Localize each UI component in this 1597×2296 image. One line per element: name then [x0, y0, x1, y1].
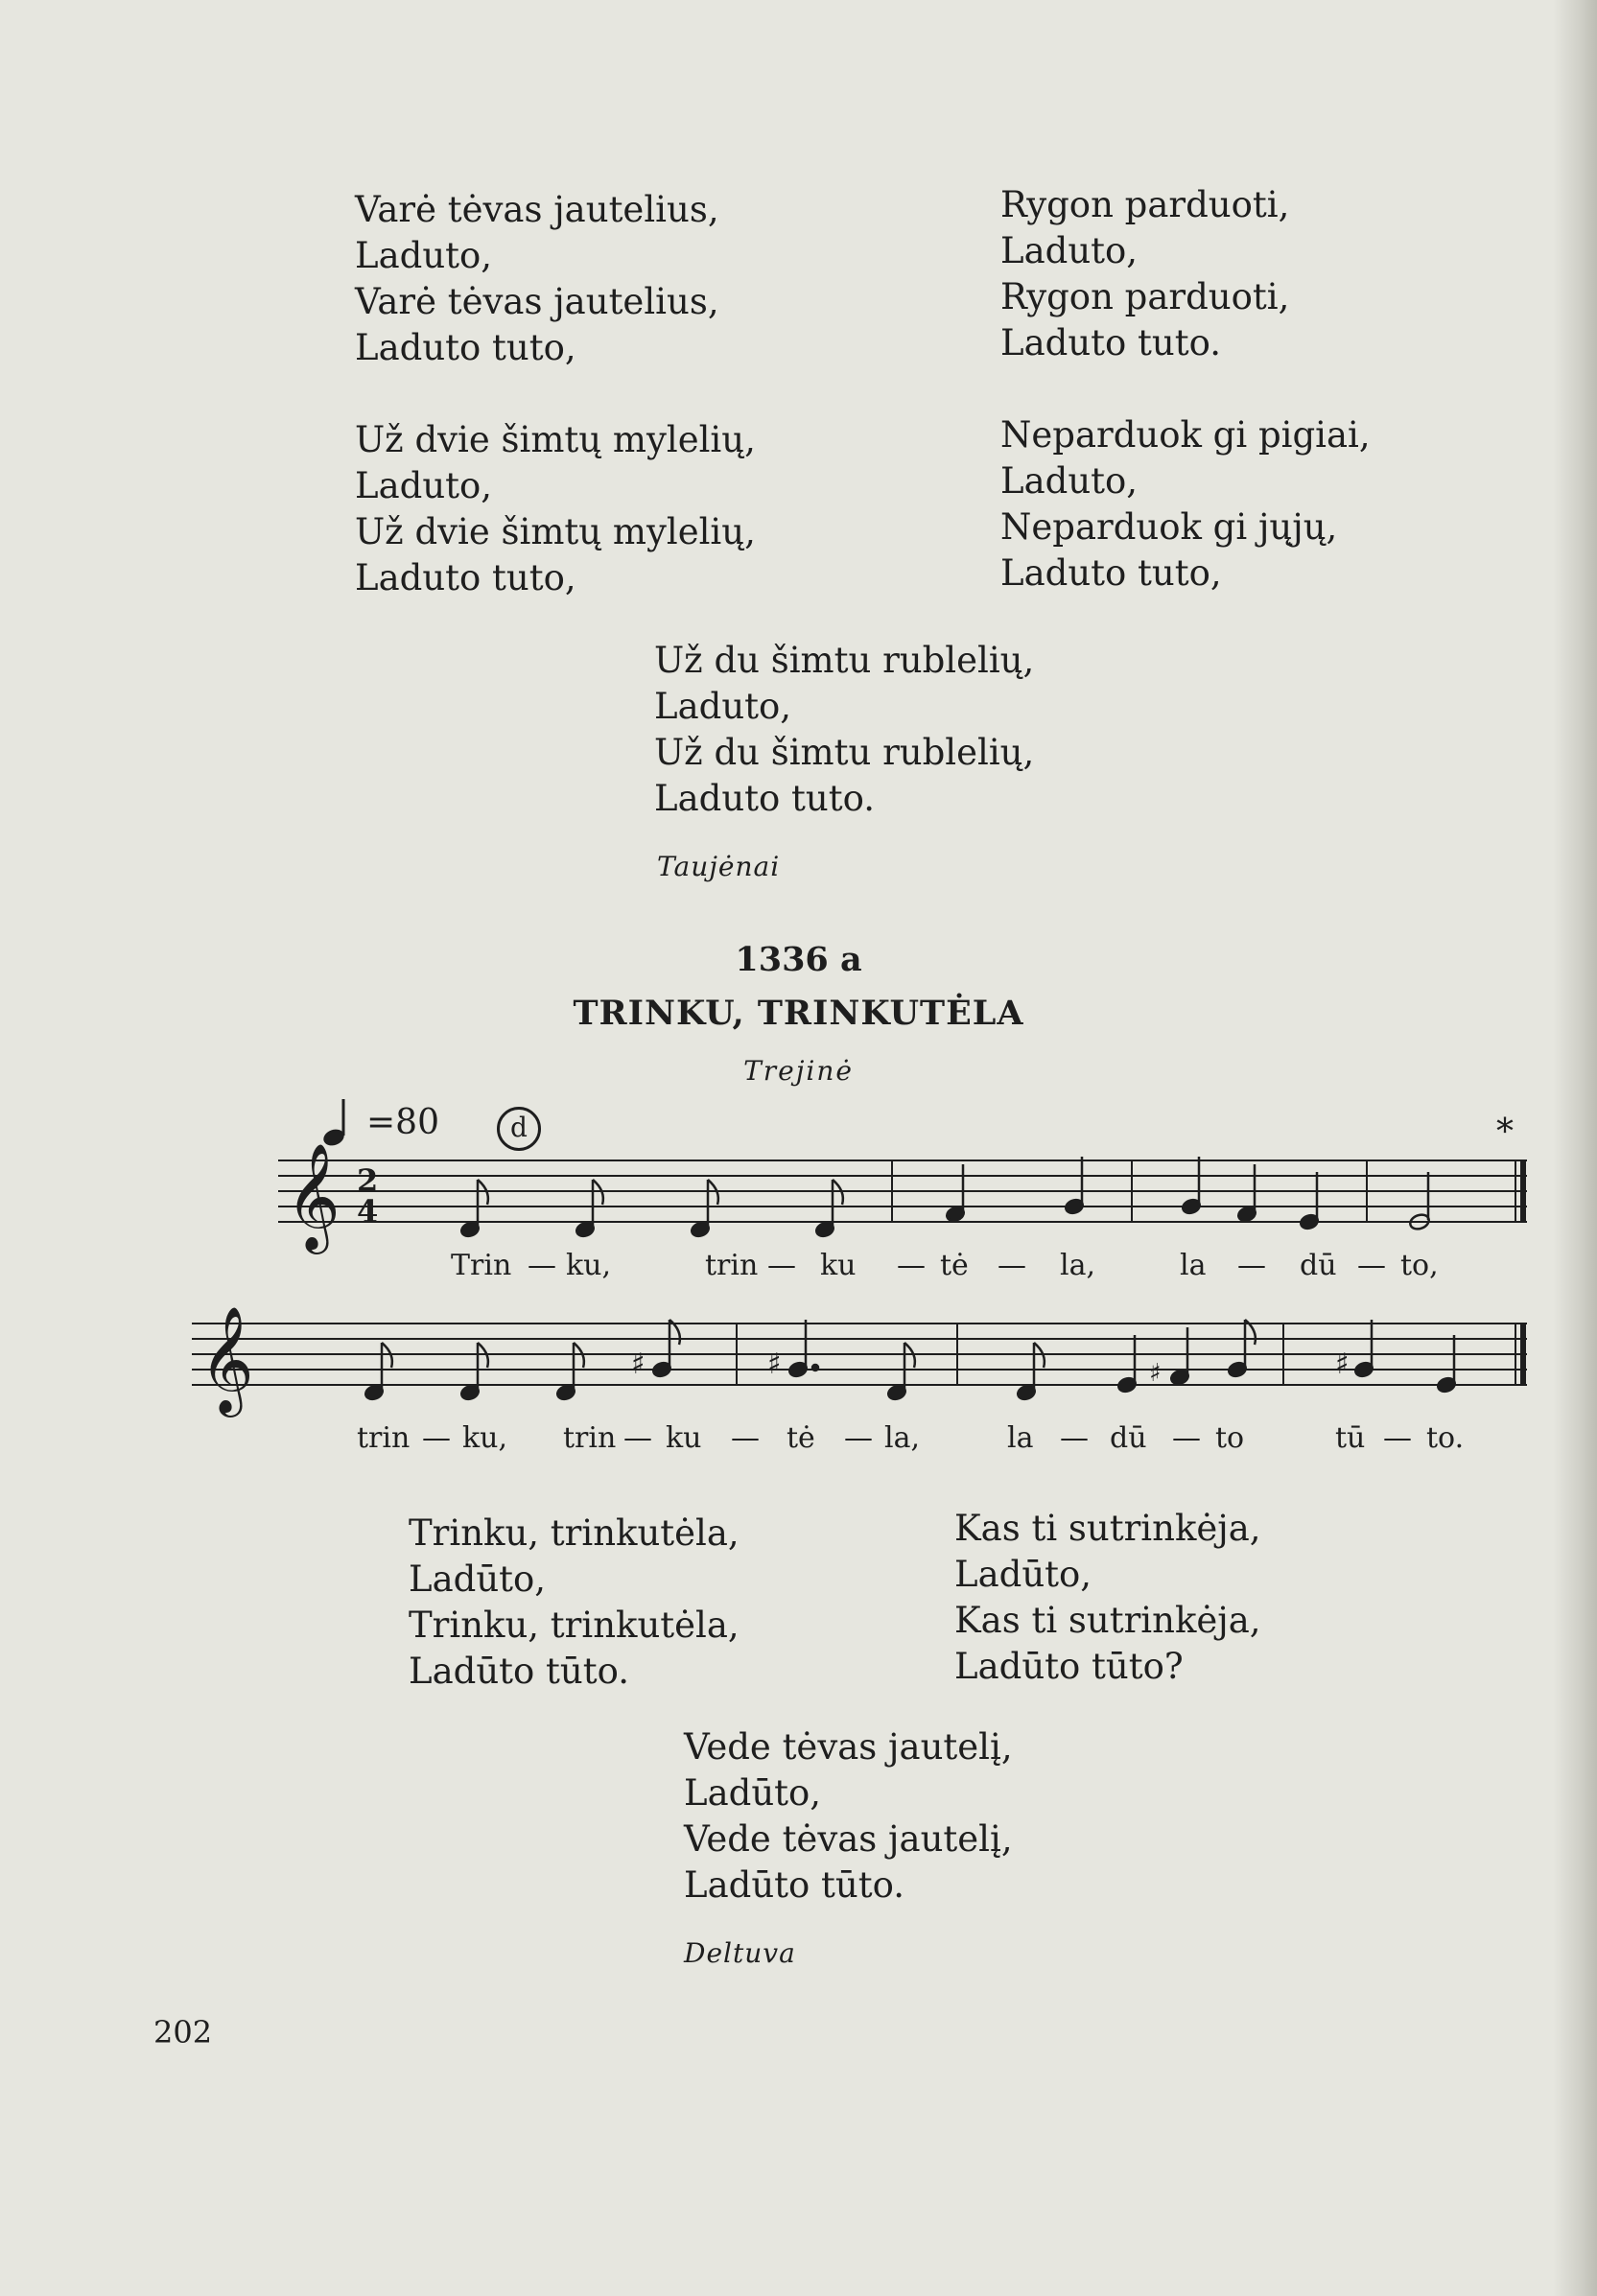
verse-line: Trinku, trinkutėla, — [409, 1512, 740, 1554]
syllable: tė — [787, 1421, 815, 1455]
syllable: — — [1237, 1249, 1266, 1282]
verse-line: Rygon parduoti, — [1000, 276, 1290, 317]
syllable: to, — [1400, 1249, 1439, 1282]
syllable: — — [528, 1249, 556, 1282]
syllable: — — [1357, 1249, 1386, 1282]
syllable: tė — [940, 1249, 969, 1282]
song-title: TRINKU, TRINKUTĖLA — [573, 994, 1024, 1033]
footnote-asterisk: * — [1496, 1113, 1514, 1152]
tempo-value: =80 — [366, 1103, 439, 1142]
verse-line: Laduto, — [1000, 460, 1139, 502]
stanza-1335-4 — [1000, 412, 1371, 597]
verse-line: Už dvie šimtų mylelių, — [355, 511, 756, 552]
verse-line: Laduto, — [355, 465, 493, 506]
syllable: — — [1172, 1421, 1201, 1455]
syllable: la — [1180, 1249, 1207, 1282]
verse-line: Ladūto, — [954, 1554, 1092, 1595]
verse-line: Už du šimtu rublelių, — [654, 640, 1035, 681]
stanza-1335-5 — [654, 638, 1034, 822]
verse-line: Varė tėvas jautelius, — [355, 281, 719, 322]
verse-line: Laduto tuto. — [1000, 322, 1222, 363]
syllable: dū — [1300, 1249, 1337, 1282]
syllable: ku — [820, 1249, 857, 1282]
stanza-1336a-3 — [684, 1724, 1013, 1909]
verse-line: Už dvie šimtų mylelių, — [355, 419, 756, 460]
page-edge — [1553, 0, 1597, 2296]
syllable: la, — [1060, 1249, 1096, 1282]
svg-text:♯: ♯ — [631, 1347, 646, 1381]
syllable: — — [767, 1249, 796, 1282]
syllable: ku, — [462, 1421, 508, 1455]
stanza-1336a-2 — [954, 1506, 1261, 1690]
verse-line: Ladūto tūto. — [409, 1651, 630, 1692]
syllable: — — [1383, 1421, 1412, 1455]
syllable: — — [731, 1421, 760, 1455]
syllable: la — [1007, 1421, 1034, 1455]
verse-line: Ladūto, — [409, 1558, 547, 1600]
syllable: to — [1215, 1421, 1245, 1455]
svg-text:♯: ♯ — [1149, 1359, 1162, 1388]
syllable: ku — [666, 1421, 702, 1455]
verse-line: Laduto, — [1000, 230, 1139, 271]
syllable: la, — [884, 1421, 921, 1455]
verse-line: Už du šimtu rublelių, — [654, 732, 1035, 773]
place-taujenai: Taujėnai — [657, 851, 781, 882]
syllable: trin — [357, 1421, 411, 1455]
stanza-1336a-1 — [409, 1511, 740, 1695]
syllable: — — [623, 1421, 652, 1455]
syllable: Trin — [451, 1249, 512, 1282]
stanza-1335-2 — [1000, 182, 1289, 366]
syllable: — — [998, 1249, 1026, 1282]
song-number: 1336 a — [735, 940, 862, 979]
syllable: trin — [705, 1249, 759, 1282]
syllable: dū — [1110, 1421, 1147, 1455]
syllable: tū — [1335, 1421, 1366, 1455]
place-deltuva: Deltuva — [684, 1937, 796, 1969]
verse-line: Laduto, — [355, 235, 493, 276]
svg-text:4: 4 — [357, 1193, 379, 1230]
syllable: — — [1060, 1421, 1089, 1455]
verse-line: Laduto tuto. — [654, 778, 876, 819]
syllable: — — [422, 1421, 451, 1455]
verse-line: Varė tėvas jautelius, — [355, 189, 719, 230]
page-number: 202 — [153, 2014, 213, 2050]
verse-line: Trinku, trinkutėla, — [409, 1605, 740, 1646]
verse-line: Vede tėvas jautelį, — [684, 1818, 1013, 1860]
syllable: — — [897, 1249, 926, 1282]
svg-text:♯: ♯ — [767, 1347, 782, 1381]
stanza-1335-3 — [355, 417, 756, 601]
verse-line: Ladūto tūto. — [684, 1864, 905, 1906]
syllable: trin — [563, 1421, 617, 1455]
verse-line: Laduto tuto, — [355, 327, 576, 368]
song-subtitle: Trejinė — [743, 1055, 854, 1087]
svg-text:2: 2 — [357, 1162, 379, 1199]
verse-line: Laduto tuto, — [1000, 552, 1222, 594]
svg-text:𝄞: 𝄞 — [286, 1142, 341, 1250]
verse-line: Vede tėvas jautelį, — [684, 1726, 1013, 1768]
stanza-1335-1 — [355, 187, 719, 371]
verse-line: Rygon parduoti, — [1000, 184, 1290, 225]
syllable: to. — [1426, 1421, 1465, 1455]
verse-line: Ladūto, — [684, 1772, 822, 1814]
verse-line: Laduto tuto, — [355, 557, 576, 598]
verse-line: Kas ti sutrinkėja, — [954, 1508, 1261, 1549]
verse-line: Neparduok gi jųjų, — [1000, 506, 1338, 548]
verse-line: Kas ti sutrinkėja, — [954, 1600, 1261, 1641]
syllable: — — [844, 1421, 873, 1455]
svg-text:𝄞: 𝄞 — [200, 1305, 254, 1413]
svg-text:♯: ♯ — [1335, 1347, 1350, 1381]
verse-line: Neparduok gi pigiai, — [1000, 414, 1371, 456]
mode-mark: d — [497, 1107, 541, 1151]
syllable: ku, — [566, 1249, 612, 1282]
verse-line: Laduto, — [654, 686, 792, 727]
verse-line: Ladūto tūto? — [954, 1646, 1184, 1687]
music-staff-2 — [182, 1295, 1535, 1439]
